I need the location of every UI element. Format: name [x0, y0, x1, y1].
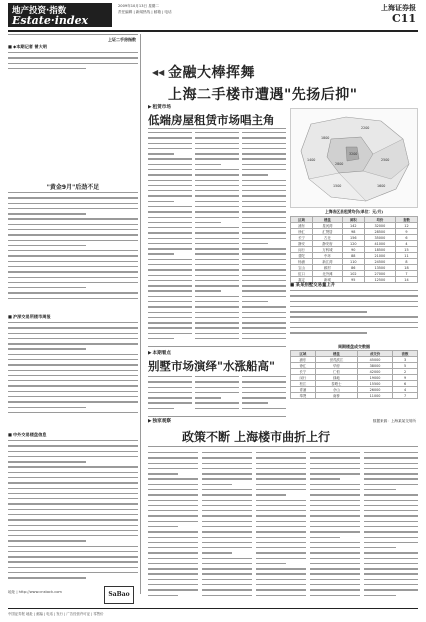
table-cell: 9: [393, 375, 418, 381]
table-cell: 6: [393, 381, 418, 387]
footer-text: 中国证券报 地址 | 邮编 | 电话 | 发行 | 广告经营许可证 | 零售价: [8, 612, 104, 616]
article-text-block: [8, 322, 138, 422]
article-col-2: [195, 132, 239, 342]
table-cell: 42000: [358, 369, 393, 375]
table-cell: 32000: [364, 223, 395, 229]
table-cell: 浦东: [291, 357, 316, 363]
masthead: [0, 0, 426, 38]
table-cell: 普陀: [291, 253, 313, 259]
table-header-cell: 面积: [342, 217, 364, 223]
table-cell: 3: [393, 357, 418, 363]
table-cell: 2: [393, 369, 418, 375]
table-cell: 11000: [358, 393, 393, 399]
svg-text:2200: 2200: [361, 126, 370, 130]
left-section-1: ■ ◆本期记者 曾大明: [8, 44, 47, 50]
table-cell: 南桥: [315, 393, 357, 399]
article-text-block: [8, 440, 138, 585]
table-cell: 15: [395, 247, 417, 253]
table-caption: 周期楼盘成交数据: [338, 344, 370, 349]
subhead-policy: 政策不断 上海楼市曲折上行: [182, 430, 331, 444]
table-cell: 杨浦: [291, 259, 313, 265]
chart-placeholder: [8, 76, 138, 164]
table-cell: 13500: [364, 265, 395, 271]
svg-text:3200: 3200: [349, 152, 358, 156]
table-cell: 98: [342, 229, 364, 235]
left-section-3: ■ 中外交易楼盘信息: [8, 432, 46, 438]
table-cell: 26000: [358, 387, 393, 393]
article-col-5: [195, 376, 239, 414]
article-text-block: [290, 290, 418, 340]
section-title-en: Estate·index: [12, 14, 89, 27]
table-cell: 长宁: [291, 235, 313, 241]
table-cell: 闵行: [291, 247, 313, 253]
kicker-villa: ▶ 本期看点: [148, 350, 171, 356]
index-badge: [8, 34, 138, 43]
district-rent-map: [290, 108, 418, 208]
small-headline-a: ■ 某某别墅交易量上升: [290, 283, 336, 288]
section-rule: [148, 416, 286, 417]
table-cell: 长宁: [291, 369, 316, 375]
table-cell: 绿地: [315, 375, 357, 381]
table-cell: 仁恒: [315, 369, 357, 375]
table-header-cell: 区域: [291, 217, 313, 223]
svg-text:2800: 2800: [335, 162, 344, 166]
newspaper-logo: 上海证券报: [381, 3, 416, 12]
table-cell: 142: [342, 223, 364, 229]
svg-text:1400: 1400: [307, 158, 316, 162]
table-cell: 7: [395, 271, 417, 277]
table-cell: 24500: [364, 259, 395, 265]
transaction-table-1: [290, 216, 418, 283]
issue-date: 2009年10月13日 星期二: [118, 4, 159, 8]
table-cell: 宝山: [291, 265, 313, 271]
kicker-observe: ▶ 独家观察: [148, 418, 171, 424]
table-cell: 闵行: [291, 375, 316, 381]
table-cell: 156: [342, 235, 364, 241]
table-header-cell: 成交价: [358, 351, 393, 357]
left-column: [8, 34, 138, 602]
article-text-block: [8, 52, 138, 74]
table-cell: 佘山: [315, 387, 357, 393]
svg-text:1500: 1500: [333, 184, 342, 188]
kicker-rental: ▶ 租赁市场: [148, 104, 171, 110]
table-cell: 泰晤士: [315, 381, 357, 387]
table-cell: 38000: [358, 363, 393, 369]
article-col-1: [148, 132, 192, 342]
table-cell: 古北: [313, 235, 343, 241]
table-cell: 万科城: [313, 247, 343, 253]
table-cell: 9: [395, 229, 417, 235]
table-cell: 4: [395, 241, 417, 247]
table-cell: 汇贤居: [313, 229, 343, 235]
subhead-rental: 低端房屋租赁市场唱主角: [148, 113, 275, 127]
table-cell: 静安: [291, 241, 313, 247]
double-arrow-icon: ◀◀: [152, 68, 165, 77]
table-cell: 27000: [364, 271, 395, 277]
article-col-10: [310, 452, 360, 602]
article-text-block: [8, 192, 138, 310]
table-cell: 星河湾: [313, 223, 343, 229]
editor-info: 责任编辑 | 新闻热线 | 邮箱 | 电话: [118, 10, 172, 14]
article-col-8: [202, 452, 252, 602]
table-cell: 18: [395, 265, 417, 271]
table-cell: 11: [395, 253, 417, 259]
table-cell: 静安府: [313, 241, 343, 247]
sabao-logo: SaBao: [104, 586, 134, 604]
svg-text:2500: 2500: [381, 158, 390, 162]
table-cell: 世茂滨江: [315, 357, 357, 363]
table-cell: 奉贤: [291, 393, 316, 399]
table-cell: 华府: [315, 363, 357, 369]
contact-line: 地址 | http://www.cnstock.com: [8, 590, 62, 594]
table-cell: 新江湾: [313, 259, 343, 265]
table-cell: 浦东: [291, 223, 313, 229]
table-header-cell: 楼盘: [315, 351, 357, 357]
table-cell: 88: [342, 253, 364, 259]
article-col-11: [364, 452, 418, 602]
svg-text:1800: 1800: [321, 136, 330, 140]
article-col-4: [148, 376, 192, 414]
table-cell: 徐汇: [291, 229, 313, 235]
table-cell: 110: [342, 259, 364, 265]
table-cell: 18500: [364, 247, 395, 253]
map-caption: 上海各区县租赁均价(单位：元/月): [324, 209, 383, 214]
data-source: 数据来源：上海某某交易所: [372, 419, 416, 423]
table-cell: 12: [395, 223, 417, 229]
section-rule: [148, 446, 418, 447]
table-cell: 12500: [364, 277, 395, 283]
table-cell: 青浦: [291, 387, 316, 393]
header-rule: [8, 30, 418, 32]
table-cell: 35000: [364, 235, 395, 241]
subhead-villa: 别墅市场演绎"水涨船高": [148, 359, 275, 373]
table-cell: 120: [342, 241, 364, 247]
table-row: [291, 393, 418, 399]
table-cell: 90: [342, 247, 364, 253]
table-header-cell: 套数: [395, 217, 417, 223]
section-rule: [148, 346, 286, 347]
table-cell: 4: [393, 387, 418, 393]
section-rule: [148, 128, 286, 129]
article-col-9: [256, 452, 306, 602]
article-col-3: [242, 132, 286, 342]
left-section-2: ■ 沪深交易所楼市周报: [8, 314, 51, 320]
table-cell: 28500: [364, 229, 395, 235]
table-cell: 95: [342, 277, 364, 283]
column-divider: [140, 34, 141, 594]
table-cell: 徐汇: [291, 363, 316, 369]
table-cell: 41000: [364, 241, 395, 247]
table-header-cell: 楼盘: [313, 217, 343, 223]
main-headline: [168, 62, 358, 104]
article-col-7: [148, 452, 198, 602]
table-cell: 8: [395, 259, 417, 265]
table-cell: 松江: [291, 381, 316, 387]
table-header-cell: 区域: [291, 351, 316, 357]
table-cell: 5: [393, 363, 418, 369]
index-badge-label: 上证二手房指数: [108, 37, 136, 42]
article-col-6: [242, 376, 286, 414]
table-cell: 21000: [364, 253, 395, 259]
page-footer: [8, 608, 418, 618]
table-cell: 45000: [358, 357, 393, 363]
table-cell: 15500: [358, 381, 393, 387]
main-headline-line1: 金融大棒挥舞: [168, 65, 255, 81]
left-headline: "黄金9月"后劲不足: [46, 184, 100, 191]
table-cell: 102: [342, 271, 364, 277]
table-header-cell: 套数: [393, 351, 418, 357]
table-cell: 顾村: [313, 265, 343, 271]
table-cell: 86: [342, 265, 364, 271]
table-header-cell: 均价: [364, 217, 395, 223]
svg-text:1600: 1600: [377, 184, 386, 188]
table-cell: 北外滩: [313, 271, 343, 277]
table-cell: 嘉定: [291, 277, 313, 283]
page-number: C11: [391, 12, 416, 25]
shanghai-map-icon: [291, 109, 418, 208]
section-title-cn: 地产投资·指数: [12, 6, 67, 16]
table-cell: 6: [395, 235, 417, 241]
table-cell: 虹口: [291, 271, 313, 277]
table-cell: 中环: [313, 253, 343, 259]
table-cell: 19000: [358, 375, 393, 381]
main-headline-line2: 上海二手楼市遭遇"先扬后抑": [168, 87, 358, 103]
table-cell: 新城: [313, 277, 343, 283]
transaction-table-2: [290, 350, 418, 399]
table-cell: 14: [395, 277, 417, 283]
table-cell: 7: [393, 393, 418, 399]
